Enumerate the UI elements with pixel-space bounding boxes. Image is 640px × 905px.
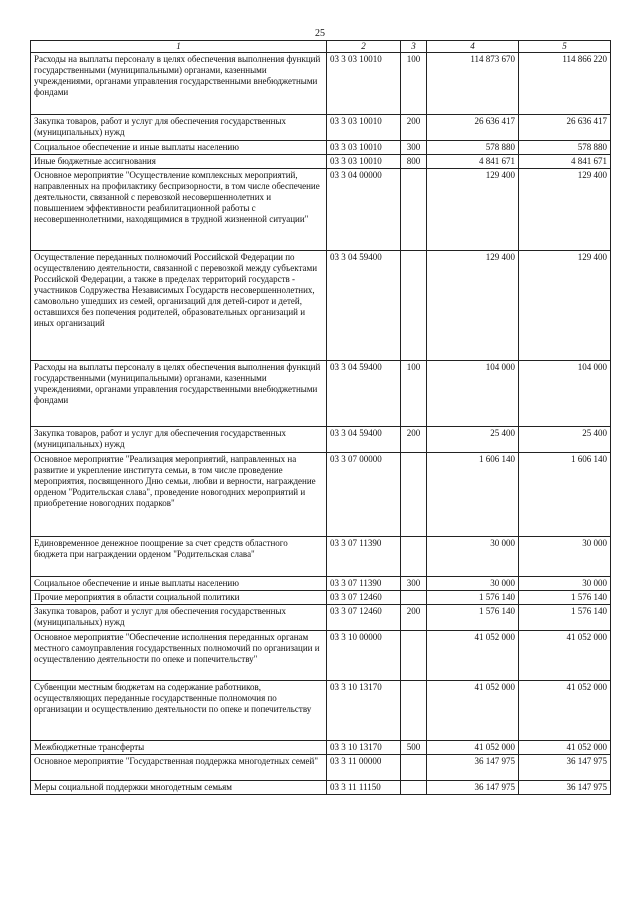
row-amount-col4: 578 880 xyxy=(427,141,519,155)
row-name: Основное мероприятие "Государственная поддержка многодетных семей" xyxy=(31,755,327,781)
row-amount-col5: 41 052 000 xyxy=(519,741,611,755)
table-row xyxy=(31,631,611,681)
row-expense-type xyxy=(401,781,427,795)
row-expense-type: 200 xyxy=(401,427,427,453)
row-code: 03 3 04 59400 xyxy=(327,361,401,427)
table-row xyxy=(31,53,611,115)
row-code: 03 3 11 00000 xyxy=(327,755,401,781)
table-row xyxy=(31,537,611,577)
row-name: Субвенции местным бюджетам на содержание работников, осуществляющих переданные государственные полномочия по организации и осуществлению деятельности по опеке и попечительству xyxy=(31,681,327,741)
row-code: 03 3 03 10010 xyxy=(327,115,401,141)
row-amount-col5: 578 880 xyxy=(519,141,611,155)
row-amount-col5: 25 400 xyxy=(519,427,611,453)
table-row xyxy=(31,115,611,141)
row-code: 03 3 07 12460 xyxy=(327,605,401,631)
row-name: Закупка товаров, работ и услуг для обеспечения государственных (муниципальных) нужд xyxy=(31,605,327,631)
column-header: 2 xyxy=(327,41,401,53)
row-expense-type xyxy=(401,755,427,781)
row-amount-col5: 36 147 975 xyxy=(519,781,611,795)
table-row xyxy=(31,577,611,591)
table-row xyxy=(31,155,611,169)
row-code: 03 3 10 00000 xyxy=(327,631,401,681)
row-expense-type: 800 xyxy=(401,155,427,169)
row-amount-col5: 129 400 xyxy=(519,169,611,251)
row-code: 03 3 10 13170 xyxy=(327,681,401,741)
row-amount-col4: 1 606 140 xyxy=(427,453,519,537)
table-row xyxy=(31,169,611,251)
row-expense-type: 100 xyxy=(401,361,427,427)
row-amount-col4: 114 873 670 xyxy=(427,53,519,115)
table-row xyxy=(31,361,611,427)
table-row xyxy=(31,591,611,605)
row-amount-col5: 41 052 000 xyxy=(519,631,611,681)
table-row xyxy=(31,605,611,631)
row-amount-col4: 26 636 417 xyxy=(427,115,519,141)
row-expense-type xyxy=(401,537,427,577)
row-name: Закупка товаров, работ и услуг для обеспечения государственных (муниципальных) нужд xyxy=(31,427,327,453)
row-name: Основное мероприятие "Осуществление комплексных мероприятий, направленных на профилактику беспризорности, в том числе обеспечение деятельности, связанной с перевозкой несовершеннолетних и повышением эффективности реабилитационной работы с несовершеннолетними, находящимися в трудной жизненной ситуации" xyxy=(31,169,327,251)
table-row xyxy=(31,251,611,361)
row-name: Осуществление переданных полномочий Российской Федерации по осуществлению деятельности, связанной с перевозкой между субъектами Российской Федерации, а также в пределах территорий государств - участников Содружества Независимых Государств несовершеннолетних, самовольно ушедших из семей, организаций для детей-сирот и детей, оставшихся без попечения родителей, образовательных организаций и иных организаций xyxy=(31,251,327,361)
row-name: Межбюджетные трансферты xyxy=(31,741,327,755)
row-expense-type: 300 xyxy=(401,577,427,591)
row-code: 03 3 10 13170 xyxy=(327,741,401,755)
column-header: 1 xyxy=(31,41,327,53)
row-code: 03 3 07 00000 xyxy=(327,453,401,537)
row-code: 03 3 03 10010 xyxy=(327,141,401,155)
row-code: 03 3 03 10010 xyxy=(327,155,401,169)
row-code: 03 3 07 11390 xyxy=(327,577,401,591)
row-amount-col4: 41 052 000 xyxy=(427,681,519,741)
row-amount-col5: 129 400 xyxy=(519,251,611,361)
page-number: 25 xyxy=(315,28,325,39)
row-amount-col4: 41 052 000 xyxy=(427,741,519,755)
row-amount-col4: 1 576 140 xyxy=(427,591,519,605)
row-name: Иные бюджетные ассигнования xyxy=(31,155,327,169)
table-row xyxy=(31,141,611,155)
column-header: 3 xyxy=(401,41,427,53)
column-header: 5 xyxy=(519,41,611,53)
row-expense-type xyxy=(401,681,427,741)
row-amount-col5: 1 606 140 xyxy=(519,453,611,537)
row-name: Расходы на выплаты персоналу в целях обеспечения выполнения функций государственными (муниципальными) органами, казенными учреждениями, органами управления государственными внебюджетными фондами xyxy=(31,53,327,115)
table-row xyxy=(31,741,611,755)
budget-table xyxy=(30,40,611,795)
row-amount-col5: 30 000 xyxy=(519,577,611,591)
row-name: Закупка товаров, работ и услуг для обеспечения государственных (муниципальных) нужд xyxy=(31,115,327,141)
table-header-row xyxy=(31,41,611,53)
table-row xyxy=(31,755,611,781)
row-code: 03 3 11 11150 xyxy=(327,781,401,795)
row-name: Единовременное денежное поощрение за счет средств областного бюджета при награждении орденом "Родительская слава" xyxy=(31,537,327,577)
row-amount-col5: 36 147 975 xyxy=(519,755,611,781)
row-amount-col5: 4 841 671 xyxy=(519,155,611,169)
row-expense-type xyxy=(401,251,427,361)
row-expense-type: 200 xyxy=(401,605,427,631)
row-amount-col4: 36 147 975 xyxy=(427,755,519,781)
row-name: Расходы на выплаты персоналу в целях обеспечения выполнения функций государственными (муниципальными) органами, казенными учреждениями, органами управления государственными внебюджетными фондами xyxy=(31,361,327,427)
row-code: 03 3 04 59400 xyxy=(327,251,401,361)
row-amount-col4: 104 000 xyxy=(427,361,519,427)
row-amount-col5: 104 000 xyxy=(519,361,611,427)
row-code: 03 3 07 12460 xyxy=(327,591,401,605)
row-amount-col4: 4 841 671 xyxy=(427,155,519,169)
row-expense-type: 200 xyxy=(401,115,427,141)
row-code: 03 3 04 59400 xyxy=(327,427,401,453)
row-expense-type: 100 xyxy=(401,53,427,115)
row-amount-col4: 25 400 xyxy=(427,427,519,453)
row-amount-col4: 30 000 xyxy=(427,537,519,577)
row-name: Основное мероприятие "Реализация мероприятий, направленных на развитие и укрепление института семьи, в том числе проведение мероприятия, посвященного Дню семьи, любви и верности, награждение орденом "Родительская слава", проведение новогодних мероприятий и приобретение новогодних подарков" xyxy=(31,453,327,537)
row-name: Социальное обеспечение и иные выплаты населению xyxy=(31,141,327,155)
row-code: 03 3 07 11390 xyxy=(327,537,401,577)
row-amount-col5: 114 866 220 xyxy=(519,53,611,115)
row-name: Основное мероприятие "Обеспечение исполнения переданных органам местного самоуправления государственных полномочий по организации и осуществлению деятельности по опеке и попечительству" xyxy=(31,631,327,681)
row-expense-type xyxy=(401,453,427,537)
table-row xyxy=(31,781,611,795)
row-amount-col4: 41 052 000 xyxy=(427,631,519,681)
row-amount-col4: 129 400 xyxy=(427,251,519,361)
row-name: Прочие мероприятия в области социальной политики xyxy=(31,591,327,605)
row-amount-col4: 30 000 xyxy=(427,577,519,591)
row-name: Социальное обеспечение и иные выплаты населению xyxy=(31,577,327,591)
row-name: Меры социальной поддержки многодетным семьям xyxy=(31,781,327,795)
row-amount-col4: 36 147 975 xyxy=(427,781,519,795)
row-expense-type: 500 xyxy=(401,741,427,755)
row-amount-col4: 1 576 140 xyxy=(427,605,519,631)
column-header: 4 xyxy=(427,41,519,53)
row-amount-col5: 1 576 140 xyxy=(519,591,611,605)
row-amount-col5: 30 000 xyxy=(519,537,611,577)
row-amount-col5: 1 576 140 xyxy=(519,605,611,631)
row-expense-type xyxy=(401,169,427,251)
row-code: 03 3 03 10010 xyxy=(327,53,401,115)
row-amount-col4: 129 400 xyxy=(427,169,519,251)
row-expense-type xyxy=(401,591,427,605)
table-row xyxy=(31,453,611,537)
row-expense-type: 300 xyxy=(401,141,427,155)
row-code: 03 3 04 00000 xyxy=(327,169,401,251)
table-row xyxy=(31,427,611,453)
table-row xyxy=(31,681,611,741)
row-amount-col5: 41 052 000 xyxy=(519,681,611,741)
row-amount-col5: 26 636 417 xyxy=(519,115,611,141)
row-expense-type xyxy=(401,631,427,681)
